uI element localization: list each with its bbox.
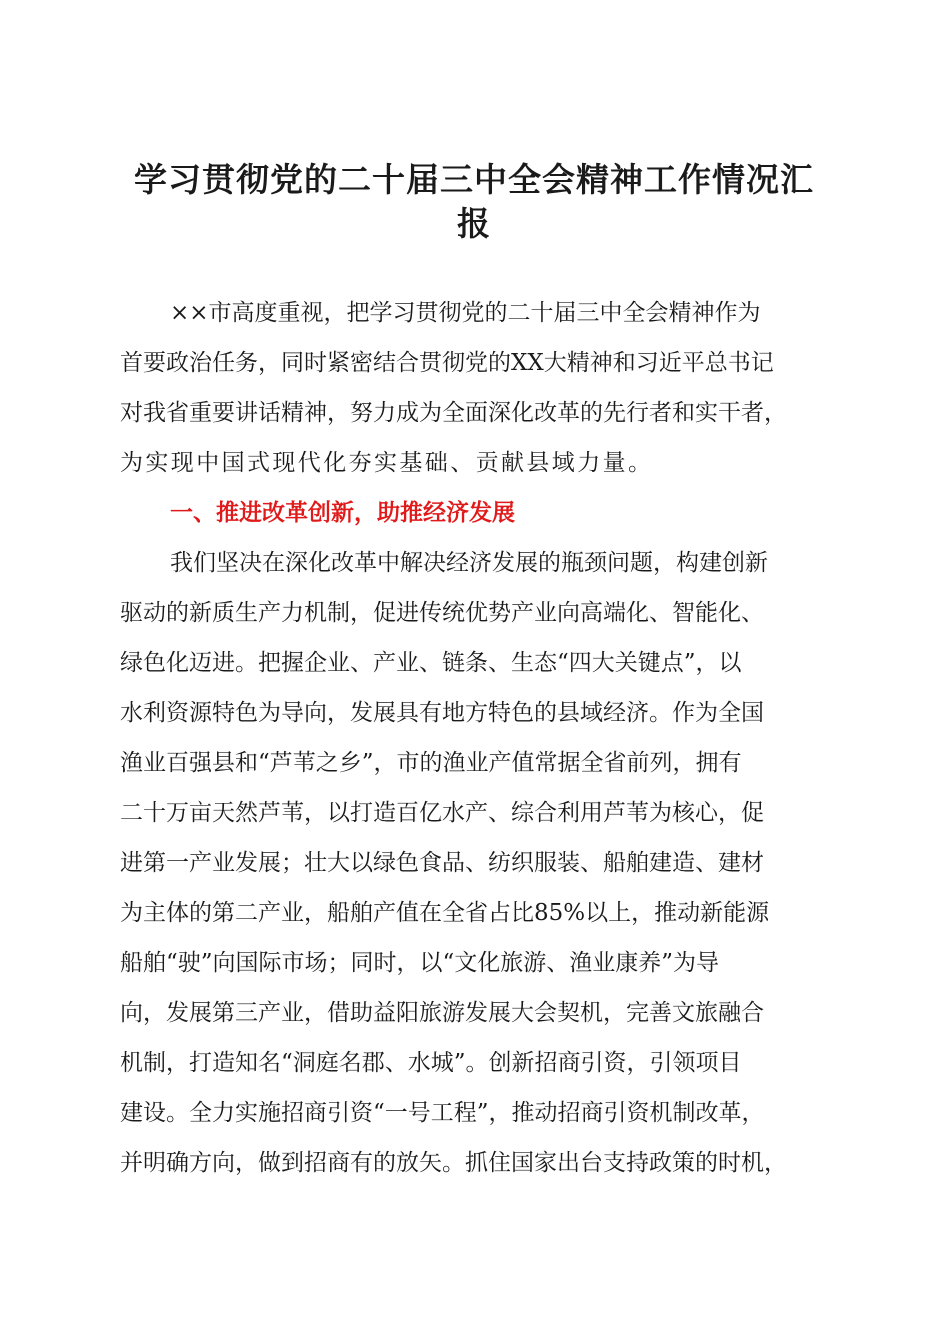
intro-line-4: 为实现中国式现代化夯实基础、贡献县域力量。 <box>120 450 654 476</box>
section-line-6: 二十万亩天然芦苇，以打造百亿水产、综合利用芦苇为核心，促 <box>120 800 764 826</box>
section-line-5: 渔业百强县和“芦苇之乡”，市的渔业产值常据全省前列，拥有 <box>120 750 742 776</box>
title-line-2: 报 <box>457 204 491 243</box>
document-title <box>118 158 830 246</box>
intro-line-1: ××市高度重视，把学习贯彻党的二十届三中全会精神作为 <box>170 300 761 326</box>
section-line-13: 并明确方向，做到招商有的放矢。抓住国家出台支持政策的时机， <box>120 1150 787 1176</box>
section-line-9: 船舶“驶”向国际市场；同时，以“文化旅游、渔业康养”为导 <box>120 950 720 976</box>
section-line-7: 进第一产业发展；壮大以绿色食品、纺织服装、船舶建造、建材 <box>120 850 764 876</box>
section-line-12: 建设。全力实施招商引资“一号工程”，推动招商引资机制改革， <box>120 1100 765 1126</box>
section-line-8: 为主体的第二产业，船舶产值在全省占比85%以上，推动新能源 <box>120 900 770 926</box>
section-line-2: 驱动的新质生产力机制，促进传统优势产业向高端化、智能化、 <box>120 600 764 626</box>
section-line-3: 绿色化迈进。把握企业、产业、链条、生态“四大关键点”，以 <box>120 650 742 676</box>
intro-line-2: 首要政治任务，同时紧密结合贯彻党的XX大精神和习近平总书记 <box>120 350 774 376</box>
section-line-11: 机制，打造知名“洞庭名郡、水城”。创新招商引资，引领项目 <box>120 1050 742 1076</box>
section-line-4: 水利资源特色为导向，发展具有地方特色的县域经济。作为全国 <box>120 700 764 726</box>
section-line-1: 我们坚决在深化改革中解决经济发展的瓶颈问题，构建创新 <box>170 550 768 576</box>
section-heading: 一、推进改革创新，助推经济发展 <box>170 500 515 526</box>
intro-line-3: 对我省重要讲话精神，努力成为全面深化改革的先行者和实干者， <box>120 400 787 426</box>
section-line-10: 向，发展第三产业，借助益阳旅游发展大会契机，完善文旅融合 <box>120 1000 764 1026</box>
title-line-1: 学习贯彻党的二十届三中全会精神工作情况汇 <box>134 160 814 199</box>
